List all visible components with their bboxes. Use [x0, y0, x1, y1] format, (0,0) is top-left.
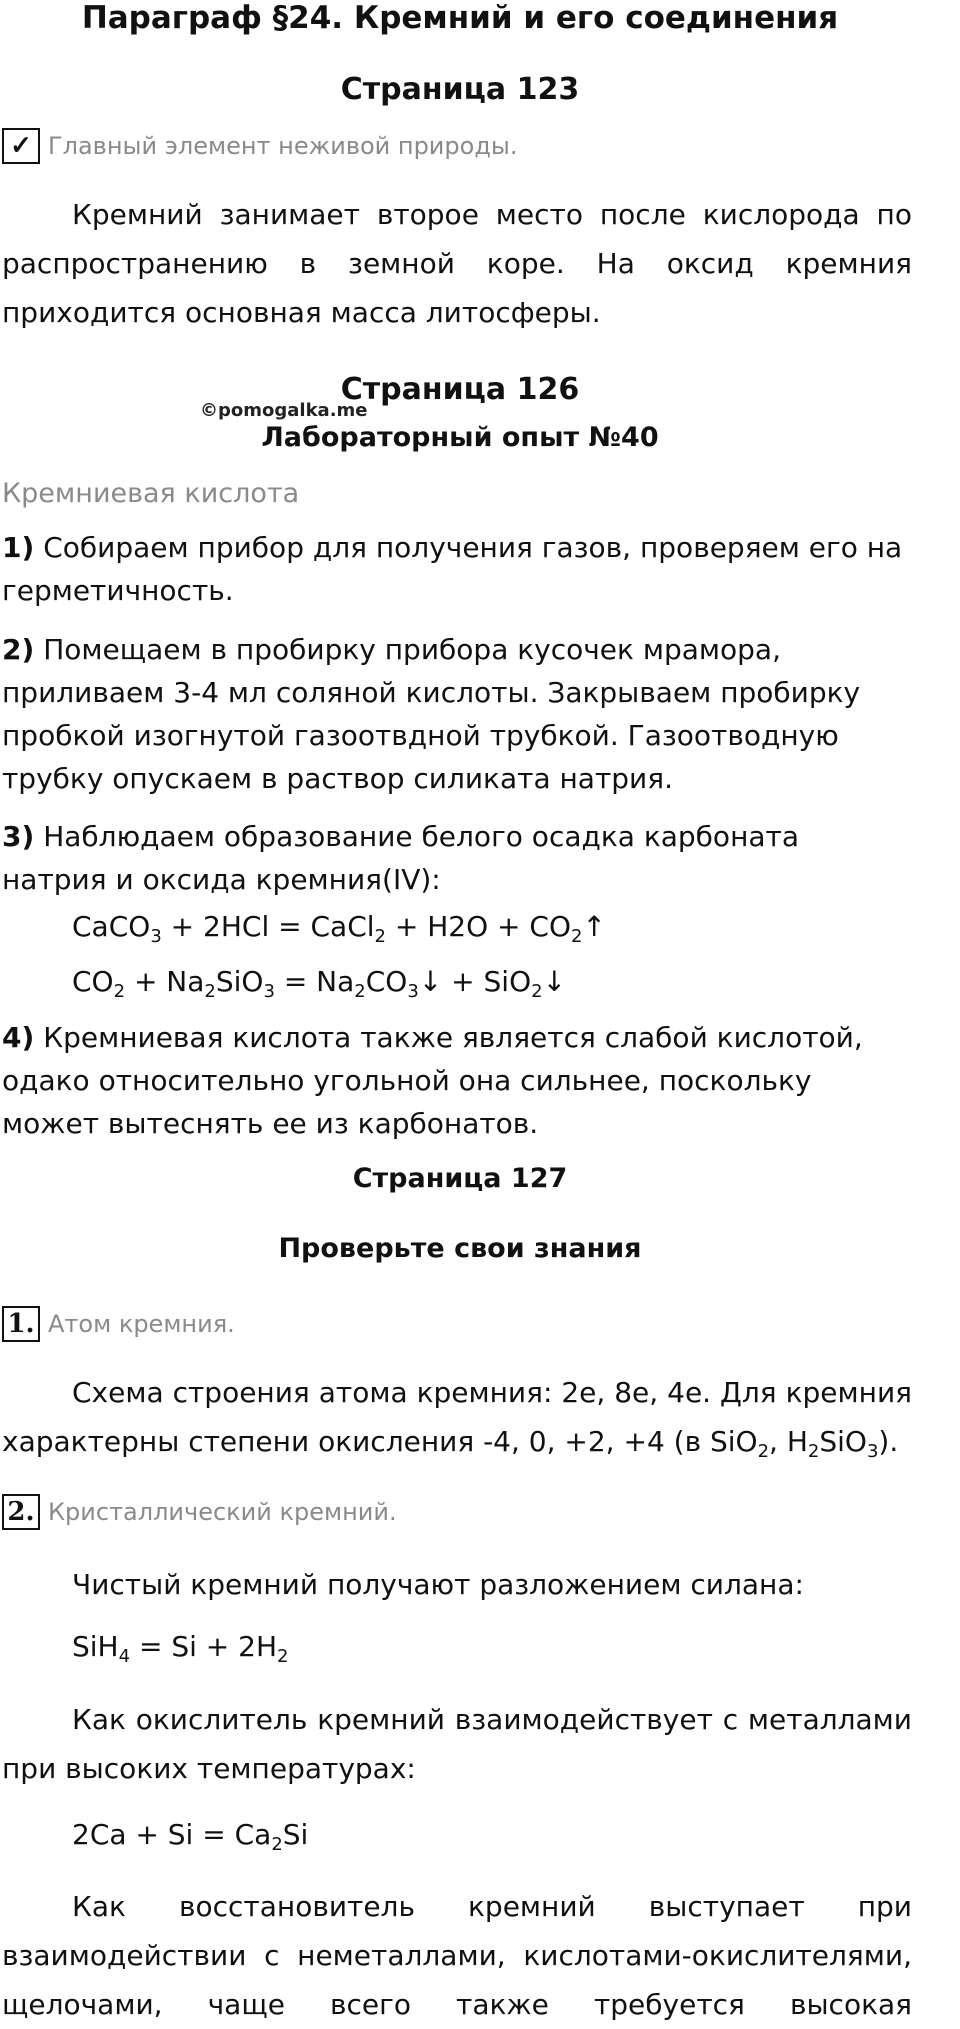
task-number-badge: 1. — [2, 1306, 40, 1342]
task-2-line-2: Как окислитель кремний взаимодействует с металлами при высоких температурах: — [2, 1703, 912, 1785]
topic-label: Кремниевая кислота — [2, 478, 300, 509]
task-2-text: Кристаллический кремний. — [48, 1498, 397, 1526]
heading-page-127: Страница 127 — [352, 1163, 568, 1194]
step-1: 1) Собираем прибор для получения газов, проверяем его на герметичность. — [2, 531, 903, 607]
step-3: 3) Наблюдаем образование белого осадка карбоната натрия и оксида кремния(IV): — [2, 820, 799, 896]
lab-heading: Лабораторный опыт №40 — [261, 422, 659, 453]
knowledge-heading: Проверьте свои знания — [278, 1233, 642, 1264]
task-number-badge: 2. — [2, 1494, 40, 1530]
answer-paragraph — [2, 190, 912, 337]
equation-silane: $SiH_4 = Si + 2H_2$ — [72, 1630, 289, 1667]
equation-1: CaCO$_3$ + 2HCl = CaCl$_2$ + $H2O + CO_2↑$ — [72, 910, 606, 947]
task-2 — [2, 1494, 397, 1530]
task-2-line-1: Чистый кремний получают разложением силана: — [72, 1568, 804, 1601]
task-checkmark — [2, 128, 518, 164]
task-1 — [2, 1306, 235, 1342]
task-1-answer: Схема строения атома кремния: 2е, 8е, 4е. Для кремния характерны степени окисления -4, 0, +2, +4 (в SiO$_2$, $H_2SiO_3$). — [2, 1376, 912, 1462]
checkmark-icon: ✓ — [2, 128, 40, 164]
answer-text: Кремний занимает второе место после кислорода по распространению в земной коре. На оксид кремния приходится основная масса литосферы. — [2, 198, 912, 329]
step-4: 4) Кремниевая кислота также является слабой кислотой, одако относительно угольной она сильнее, поскольку может вытеснять ее из карбонатов. — [2, 1021, 863, 1140]
equation-2: $CO_2 + Na_2SiO_3$ = $Na_2CO_3↓$ + SiO$_2$↓ — [72, 965, 567, 1002]
task-text: Главный элемент неживой природы. — [48, 132, 518, 160]
heading-page-123: Страница 123 — [340, 72, 580, 107]
equation-calcium: $2Ca + Si = Ca_2Si$ — [72, 1818, 309, 1855]
heading-page-126: Страница 126 — [340, 372, 580, 407]
watermark: ©pomogalka.me — [200, 400, 368, 421]
task-1-text: Атом кремния. — [48, 1310, 235, 1338]
step-2: 2) Помещаем в пробирку прибора кусочек мрамора, приливаем 3-4 мл соляной кислоты. Закрываем пробирку пробкой изогнутой газоотвдной трубкой. Газоотводную трубку опускаем в раствор силиката натрия. — [2, 633, 861, 795]
page-title: Параграф §24. Кремний и его соединения — [81, 0, 839, 36]
task-2-line-3: Как восстановитель кремний выступает при взаимодействии с неметаллами, кислотами-окислителями, щелочами, чаще всего также требуется высокая — [2, 1890, 912, 2021]
